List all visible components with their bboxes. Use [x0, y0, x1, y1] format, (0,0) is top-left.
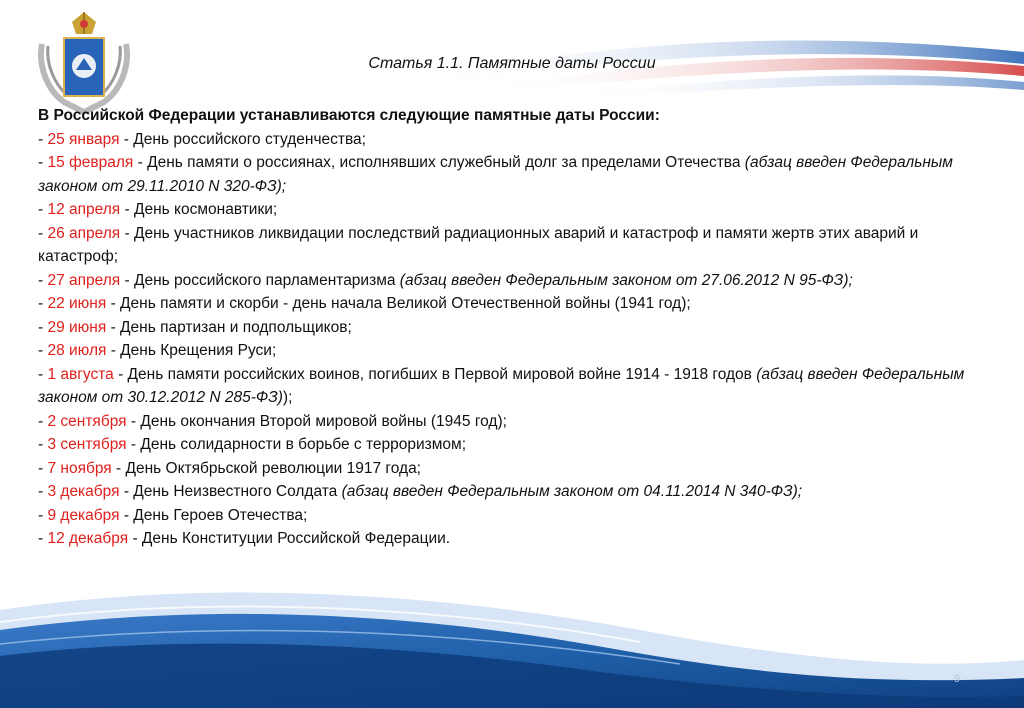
amendment-note: (абзац введен Федеральным законом от 27.06.2012 N 95-ФЗ);: [399, 271, 853, 289]
date: 3 сентября: [47, 436, 127, 453]
list-item: - 9 декабря - День Героев Отечества;: [38, 506, 308, 524]
slide-title: Статья 1.1. Памятные даты России: [368, 55, 656, 72]
list-item: - 3 декабря - День Неизвестного Солдата (абзац введен Федеральным законом от 04.11.2014 N 340-ФЗ);: [38, 483, 803, 500]
list-item: - 22 июня - День памяти и скорби - день начала Великой Отечественной войны (1941 год);: [38, 295, 691, 312]
date: 2 сентября: [47, 412, 127, 430]
list-item: - 26 апреля - День участников ликвидации последствий радиационных аварий и катастроф и памяти жертв этих аварий и катастроф;: [38, 224, 919, 265]
date: 1 августа: [47, 365, 114, 383]
list-item: - 15 февраля - День памяти о россиянах, исполнявших служебный долг за пределами Отечества (абзац введен Федеральным законом от 29.11.2010 N 320-ФЗ);: [38, 154, 953, 195]
date: 26 апреля: [47, 224, 121, 242]
date: 9 декабря: [47, 506, 120, 524]
list-item: - 12 апреля - День космонавтики;: [38, 201, 278, 218]
date: 27 апреля: [47, 271, 121, 289]
date: 7 ноября: [47, 459, 112, 477]
list-item: - 29 июня - День партизан и подпольщиков;: [38, 318, 352, 336]
amendment-note: (абзац введен Федеральным законом от 29.11.2010 N 320-ФЗ);: [38, 154, 953, 195]
memorial-dates-list: [38, 104, 988, 551]
date: 28 июля: [47, 342, 107, 359]
amendment-note: (абзац введен Федеральным законом от 30.12.2012 N 285-ФЗ): [38, 365, 965, 406]
date: 29 июня: [47, 318, 107, 336]
intro-text: В Российской Федерации устанавливаются следующие памятные даты России:: [38, 107, 660, 124]
date: 12 апреля: [47, 201, 121, 218]
date: 12 декабря: [47, 530, 129, 547]
date: 3 декабря: [47, 483, 120, 500]
list-item: - 7 ноября - День Октябрьской революции 1917 года;: [38, 459, 421, 477]
date: 22 июня: [47, 295, 107, 312]
list-item: - 3 сентября - День солидарности в борьбе с терроризмом;: [38, 436, 467, 453]
bottom-wave-decoration: [0, 560, 1024, 708]
list-item: - 25 января - День российского студенчества;: [38, 130, 366, 148]
page-number: 9: [954, 673, 961, 685]
date: 25 января: [47, 130, 120, 148]
list-item: - 2 сентября - День окончания Второй мировой войны (1945 год);: [38, 412, 507, 430]
amendment-note: (абзац введен Федеральным законом от 04.11.2014 N 340-ФЗ);: [341, 483, 803, 500]
list-item: - 27 апреля - День российского парламентаризма (абзац введен Федеральным законом от 27.06.2012 N 95-ФЗ);: [38, 271, 853, 289]
list-item: - 12 декабря - День Конституции Российской Федерации.: [38, 530, 451, 547]
date: 15 февраля: [47, 154, 134, 171]
list-item: - 1 августа - День памяти российских воинов, погибших в Первой мировой войне 1914 - 1918 годов (абзац введен Федеральным законом от 30.12.2012 N 285-ФЗ));: [38, 365, 965, 406]
list-item: - 28 июля - День Крещения Руси;: [38, 342, 277, 359]
